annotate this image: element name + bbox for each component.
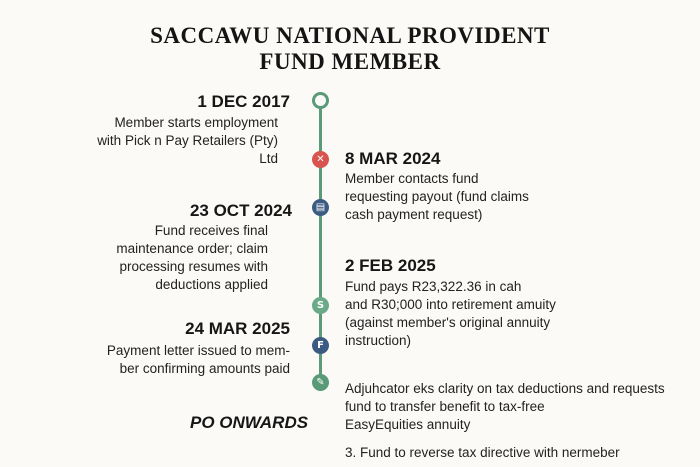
event-date: 1 DEC 2017 — [197, 92, 290, 111]
event-date: 2 FEB 2025 — [345, 256, 436, 275]
event-date: 8 MAR 2024 — [345, 149, 441, 168]
page-title: SACCAWU NATIONAL PROVIDENT — [150, 23, 550, 48]
close-icon: ✕ — [312, 151, 329, 168]
page-title-line-2: FUND MEMBER — [259, 49, 441, 74]
event-date: PO ONWARDS — [190, 413, 309, 432]
pencil-icon: ✎ — [312, 374, 329, 391]
dollar-icon: S — [312, 297, 329, 314]
event-description: Member starts employment with Pick n Pay Retailers (Pty) Ltd — [97, 115, 278, 166]
event-date: 23 OCT 2024 — [189, 201, 292, 220]
event-description: Fund pays R23,322.36 in cah and R30;000 into retirement amuity (against member's original annuity instruction) — [345, 279, 556, 348]
document-icon: ▤ — [312, 199, 329, 216]
event-description: Payment letter issued to mem- ber confirming amounts paid — [106, 343, 290, 376]
event-description: Adjuhcator eks clarity on tax deductions and requests fund to transfer benefit to tax-free EasyEquities annuity 3. Fund to reverse tax directive with nermeber — [345, 381, 665, 460]
event-description: Fund receives final maintenance order; claim processing resumes with deductions applied — [116, 223, 268, 292]
file-icon: F — [312, 337, 329, 354]
milestone-node-ring-icon — [312, 92, 329, 109]
event-description: Member contacts fund requesting payout (fund claims cash payment request) — [345, 171, 529, 222]
event-date: 24 MAR 2025 — [185, 319, 290, 338]
